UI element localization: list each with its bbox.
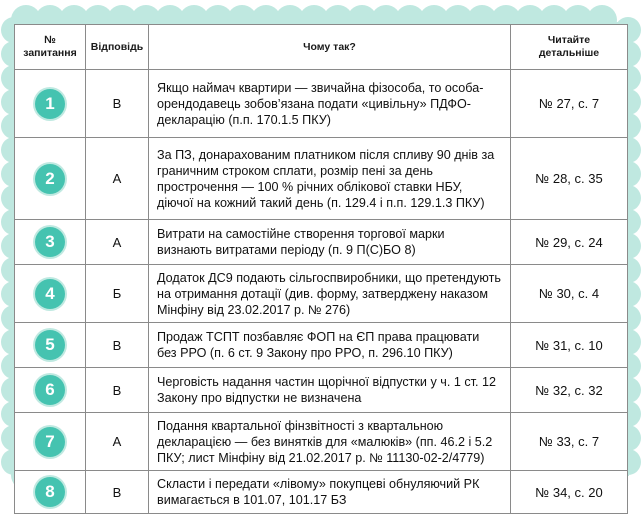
explanation-cell: Черговість надання частин щорічної відпустки у ч. 1 ст. 12 Закону про відпустки не визначена: [149, 368, 511, 413]
reference-cell: № 27, с. 7: [511, 70, 628, 138]
header-answer: Відповідь: [86, 24, 149, 70]
answer-cell: В: [86, 368, 149, 413]
explanation-cell: За ПЗ, донарахованим платником після спливу 90 днів за граничним строком сплати, розмір пені за день прострочення — 100 % річних облікової ставки НБУ, діючої на кожний такий день (п. 129.4 і п.п. 129.1.3 ПКУ): [149, 138, 511, 220]
row-number-cell: [14, 413, 86, 471]
header-read: [511, 24, 628, 70]
answer-cell: А: [86, 220, 149, 265]
answers-table-wrap: [14, 24, 628, 507]
header-number-line1: №: [44, 34, 56, 46]
table-row: [14, 323, 628, 368]
explanation-cell: Витрати на самостійне створення торгової марки визнають витратами періоду (п. 9 П(С)БО 8): [149, 220, 511, 265]
header-read-line1: Читайте: [547, 34, 591, 46]
explanation-cell: Скласти і передати «лівому» покупцеві обнуляючий РК вимагається в 101.07, 101.17 БЗ: [149, 471, 511, 514]
row-number-cell: [14, 220, 86, 265]
question-number-badge: 3: [35, 227, 65, 257]
header-number: [14, 24, 86, 70]
explanation-cell: Якщо наймач квартири — звичайна фізособа, то особа-орендодавець зобов’язана подати «цивільну» ПДФО-декларацію (п.п. 170.1.5 ПКУ): [149, 70, 511, 138]
reference-cell: № 33, с. 7: [511, 413, 628, 471]
row-number-cell: [14, 70, 86, 138]
explanation-cell: Продаж ТСПТ позбавляє ФОП на ЄП права працювати без РРО (п. 6 ст. 9 Закону про РРО, п. 296.10 ПКУ): [149, 323, 511, 368]
explanation-cell: Додаток ДС9 подають сільгоспвиробники, що претендують на отримання дотації (див. форму, затверджену наказом Мінфіну від 23.02.2017 р. № 276): [149, 265, 511, 323]
table-row: [14, 138, 628, 220]
reference-cell: № 32, с. 32: [511, 368, 628, 413]
reference-cell: № 29, с. 24: [511, 220, 628, 265]
answer-cell: В: [86, 323, 149, 368]
answers-table: [14, 24, 628, 514]
answer-cell: А: [86, 413, 149, 471]
table-row: [14, 413, 628, 471]
table-header-row: [14, 24, 628, 70]
question-number-badge: 2: [35, 164, 65, 194]
question-number-badge: 4: [35, 279, 65, 309]
question-number-badge: 8: [35, 477, 65, 507]
answer-cell: В: [86, 471, 149, 514]
question-number-badge: 6: [35, 375, 65, 405]
explanation-cell: Подання квартальної фінзвітності з квартальною декларацією — без винятків для «малюків» (пп. 46.2 і 5.2 ПКУ; лист Мінфіну від 21.02.2017 р. № 11130-02-2/4779): [149, 413, 511, 471]
row-number-cell: [14, 323, 86, 368]
row-number-cell: [14, 368, 86, 413]
answer-cell: А: [86, 138, 149, 220]
table-row: [14, 70, 628, 138]
header-number-line2: запитання: [23, 47, 77, 59]
answer-cell: В: [86, 70, 149, 138]
header-why: Чому так?: [149, 24, 511, 70]
reference-cell: № 31, с. 10: [511, 323, 628, 368]
reference-cell: № 30, с. 4: [511, 265, 628, 323]
answer-cell: Б: [86, 265, 149, 323]
question-number-badge: 5: [35, 330, 65, 360]
reference-cell: № 28, с. 35: [511, 138, 628, 220]
table-row: [14, 265, 628, 323]
row-number-cell: [14, 138, 86, 220]
reference-cell: № 34, с. 20: [511, 471, 628, 514]
question-number-badge: 7: [35, 427, 65, 457]
table-row: [14, 220, 628, 265]
table-row: [14, 368, 628, 413]
header-read-line2: детальніше: [538, 47, 600, 59]
row-number-cell: [14, 265, 86, 323]
question-number-badge: 1: [35, 89, 65, 119]
